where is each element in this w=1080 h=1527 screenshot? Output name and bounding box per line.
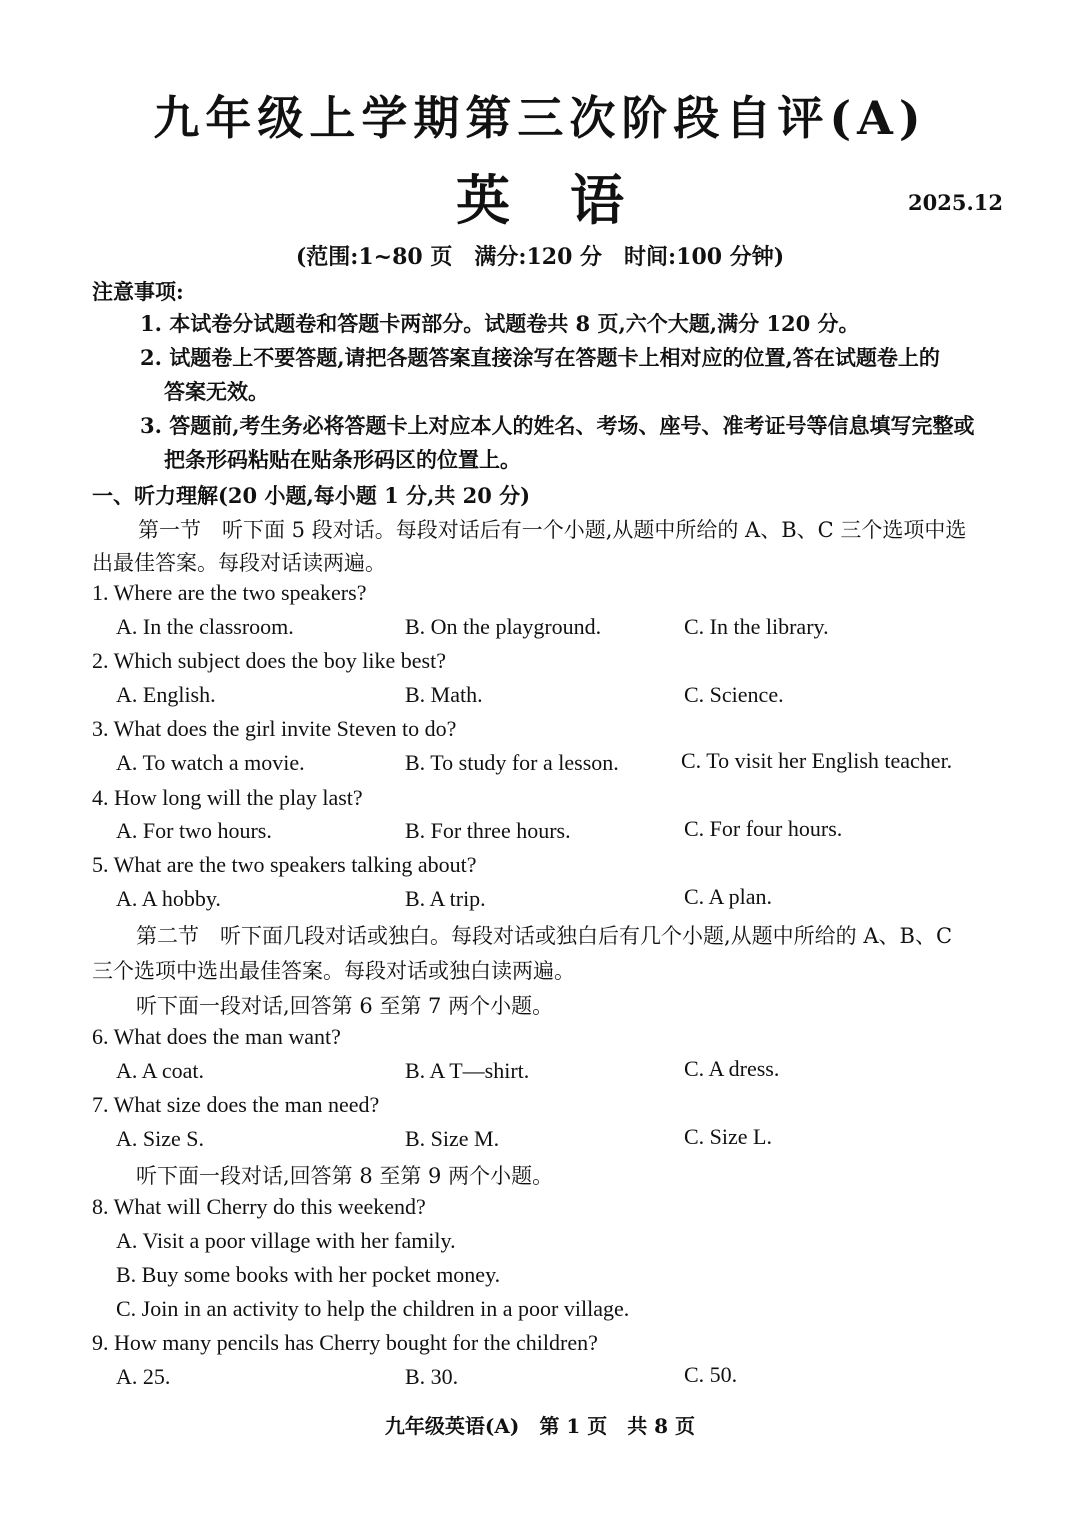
question-3-option-c: C. To visit her English teacher. [681,748,953,773]
question-4-option-c: C. For four hours. [684,816,843,841]
question-3-option-b: B. To study for a lesson. [405,750,619,775]
question-7-option-a: A. Size S. [116,1126,204,1151]
question-5-option-b: B. A trip. [405,886,486,911]
question-2-option-c: C. Science. [684,682,784,707]
question-8-option-b: B. Buy some books with her pocket money. [116,1262,501,1287]
exam-title: 九年级上学期第三次阶段自评(A) [153,91,927,145]
question-7-option-c: C. Size L. [684,1124,772,1149]
instructions-q6-q7: 听下面一段对话,回答第 6 至第 7 两个小题。 [136,994,554,1018]
subject-title: 英语 [456,168,684,232]
question-4-option-b: B. For three hours. [405,818,571,843]
question-2: 2. Which subject does the boy like best? [92,648,446,673]
question-1-option-a: A. In the classroom. [116,614,294,639]
part-1-instructions-line-2: 出最佳答案。每段对话读两遍。 [92,551,386,575]
notice-heading: 注意事项: [92,279,184,304]
question-7: 7. What size does the man need? [92,1092,380,1117]
question-4-option-a: A. For two hours. [116,818,272,843]
question-6: 6. What does the man want? [92,1024,341,1049]
notice-item-2-line-2: 答案无效。 [164,379,269,404]
part-1-instructions-line-1: 第一节 听下面 5 段对话。每段对话后有一个小题,从题中所给的 A、B、C 三个选项中选 [138,518,967,542]
question-5: 5. What are the two speakers talking about? [92,852,477,877]
notice-item-3-line-1: 3. 答题前,考生务必将答题卡上对应本人的姓名、考场、座号、准考证号等信息填写完整或 [140,413,975,438]
question-1-option-b: B. On the playground. [405,614,602,639]
question-6-option-c: C. A dress. [684,1056,780,1081]
question-9: 9. How many pencils has Cherry bought for the children? [92,1330,598,1355]
question-3: 3. What does the girl invite Steven to do? [92,716,457,741]
question-2-option-a: A. English. [116,682,216,707]
question-6-option-b: B. A T—shirt. [405,1058,530,1083]
question-6-option-a: A. A coat. [116,1058,204,1083]
notice-item-1: 1. 本试卷分试题卷和答题卡两部分。试题卷共 8 页,六个大题,满分 120 分。 [140,311,860,336]
question-9-option-c: C. 50. [684,1362,738,1387]
exam-date: 2025.12 [908,190,1003,215]
exam-info: (范围:1~80 页 满分:120 分 时间:100 分钟) [295,244,785,270]
page-footer: 九年级英语(A) 第 1 页 共 8 页 [384,1414,696,1438]
question-9-option-a: A. 25. [116,1364,171,1389]
part-2-instructions-line-1: 第二节 听下面几段对话或独白。每段对话或独白后有几个小题,从题中所给的 A、B、C [136,924,953,948]
notice-item-2-line-1: 2. 试题卷上不要答题,请把各题答案直接涂写在答题卡上相对应的位置,答在试题卷上的 [140,345,940,370]
part-2-instructions-line-2: 三个选项中选出最佳答案。每段对话或独白读两遍。 [92,959,575,983]
instructions-q8-q9: 听下面一段对话,回答第 8 至第 9 两个小题。 [136,1164,554,1188]
question-7-option-b: B. Size M. [405,1126,500,1151]
question-4: 4. How long will the play last? [92,785,363,810]
question-5-option-c: C. A plan. [684,884,773,909]
question-2-option-b: B. Math. [405,682,483,707]
section-1-heading: 一、听力理解(20 小题,每小题 1 分,共 20 分) [92,483,531,508]
question-1-option-c: C. In the library. [684,614,829,639]
question-1: 1. Where are the two speakers? [92,580,367,605]
question-5-option-a: A. A hobby. [116,886,221,911]
notice-item-3-line-2: 把条形码粘贴在贴条形码区的位置上。 [164,447,521,472]
question-8-option-c: C. Join in an activity to help the children in a poor village. [116,1296,630,1321]
question-8: 8. What will Cherry do this weekend? [92,1194,426,1219]
question-3-option-a: A. To watch a movie. [116,750,305,775]
question-9-option-b: B. 30. [405,1364,459,1389]
question-8-option-a: A. Visit a poor village with her family. [116,1228,456,1253]
